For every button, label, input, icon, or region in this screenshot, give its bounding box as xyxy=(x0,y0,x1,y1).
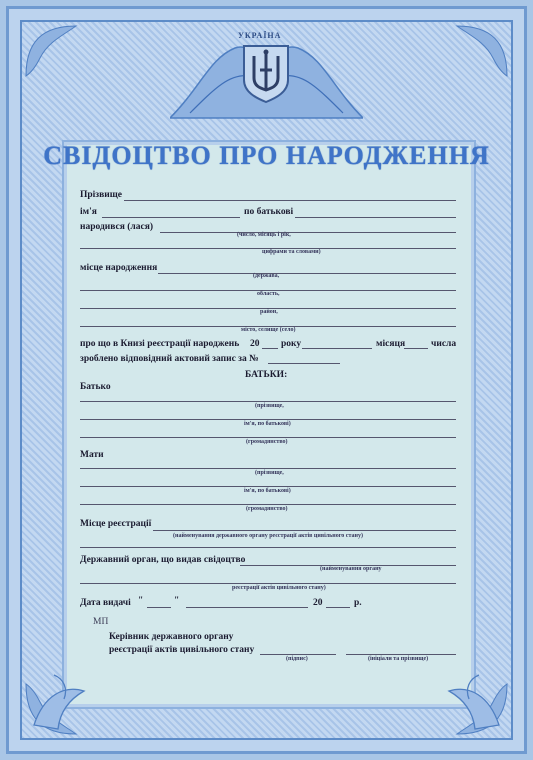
head-title-1: Керівник державного органу xyxy=(109,632,234,642)
mother-name-hint: ім'я, по батькові) xyxy=(244,488,291,494)
father-name-line[interactable] xyxy=(80,419,456,420)
father-name-hint: ім'я, по батькові) xyxy=(244,421,291,427)
record-month-line[interactable] xyxy=(302,348,372,349)
father-surname-line[interactable] xyxy=(80,401,456,402)
record-day-line[interactable] xyxy=(404,348,428,349)
signature-hint: (підпис) xyxy=(286,656,308,662)
date-hint: (число, місяць і рік, xyxy=(237,232,291,238)
mother-surname-line[interactable] xyxy=(80,468,456,469)
day-word: числа xyxy=(431,339,457,349)
issue-day-line[interactable] xyxy=(147,607,171,608)
record-number-line[interactable] xyxy=(268,363,340,364)
surname-label: Прізвище xyxy=(80,190,122,200)
issue-month-line[interactable] xyxy=(186,607,308,608)
quote-open: " xyxy=(138,596,144,606)
surname-line[interactable] xyxy=(124,200,456,201)
record-made-label: зроблено відповідний актовий запис за № xyxy=(80,354,259,364)
region-hint: область, xyxy=(257,291,280,297)
registration-hint: (найменування державного органу реєстрації актів цивільного стану) xyxy=(173,533,363,539)
birthplace-state-line[interactable] xyxy=(158,273,456,274)
town-hint: місто, селище (село) xyxy=(241,327,296,333)
country-label: УКРАЇНА xyxy=(238,31,282,40)
birth-date-line[interactable] xyxy=(160,232,456,233)
district-hint: район, xyxy=(260,309,278,315)
mother-surname-hint: (прізвище, xyxy=(255,470,284,476)
corner-ornament-icon xyxy=(22,22,80,80)
father-citizenship-line[interactable] xyxy=(80,437,456,438)
record-year-line[interactable] xyxy=(262,348,278,349)
year-word: року xyxy=(281,339,302,349)
registration-place-line[interactable] xyxy=(153,530,456,531)
bird-ornament-icon xyxy=(439,655,509,735)
registration-place-label: Місце реєстрації xyxy=(80,519,152,529)
quote-close: " xyxy=(174,596,180,606)
born-label: народився (лася) xyxy=(80,222,154,232)
father-surname-hint: (прізвище, xyxy=(255,403,284,409)
bird-ornament-icon xyxy=(24,655,94,735)
patronymic-line[interactable] xyxy=(295,217,456,218)
document-title: СВІДОЦТВО ПРО НАРОДЖЕННЯ xyxy=(43,141,490,170)
record-label: про що в Книзі реєстрації народжень xyxy=(80,339,240,349)
mother-name-line[interactable] xyxy=(80,486,456,487)
signature-line[interactable] xyxy=(260,654,336,655)
year-prefix: 20 xyxy=(250,339,260,349)
corner-ornament-icon xyxy=(453,22,511,80)
month-word: місяця xyxy=(376,339,406,349)
year-abbr: р. xyxy=(354,598,362,608)
father-citizenship-hint: (громадянство) xyxy=(246,439,288,445)
issuing-authority-line-2[interactable] xyxy=(80,583,456,584)
state-hint: (держава, xyxy=(253,273,280,279)
mother-citizenship-line[interactable] xyxy=(80,504,456,505)
mother-citizenship-hint: (громадянство) xyxy=(246,506,288,512)
authority-hint-2: реєстрації актів цивільного стану) xyxy=(232,585,326,591)
name-line[interactable] xyxy=(102,217,240,218)
birthplace-label: місце народження xyxy=(80,263,158,273)
authority-hint-1: (найменування органу xyxy=(320,566,382,572)
initials-hint: (ініціали та прізвище) xyxy=(368,656,429,662)
issuing-authority-label: Державний орган, що видав свідоцтво xyxy=(80,555,246,565)
father-label: Батько xyxy=(80,382,111,392)
name-label: ім'я xyxy=(80,207,97,217)
issue-date-label: Дата видачі xyxy=(80,598,131,608)
patronymic-label: по батькові xyxy=(244,207,294,217)
parents-heading: БАТЬКИ: xyxy=(245,370,288,380)
issue-year-line[interactable] xyxy=(326,607,350,608)
seal-label: МП xyxy=(93,617,109,627)
words-hint: цифрами та словами) xyxy=(262,249,321,255)
head-title-2: реєстрації актів цивільного стану xyxy=(109,645,255,655)
mother-label: Мати xyxy=(80,450,104,460)
issue-year-prefix: 20 xyxy=(313,598,323,608)
registration-place-line-2[interactable] xyxy=(80,547,456,548)
